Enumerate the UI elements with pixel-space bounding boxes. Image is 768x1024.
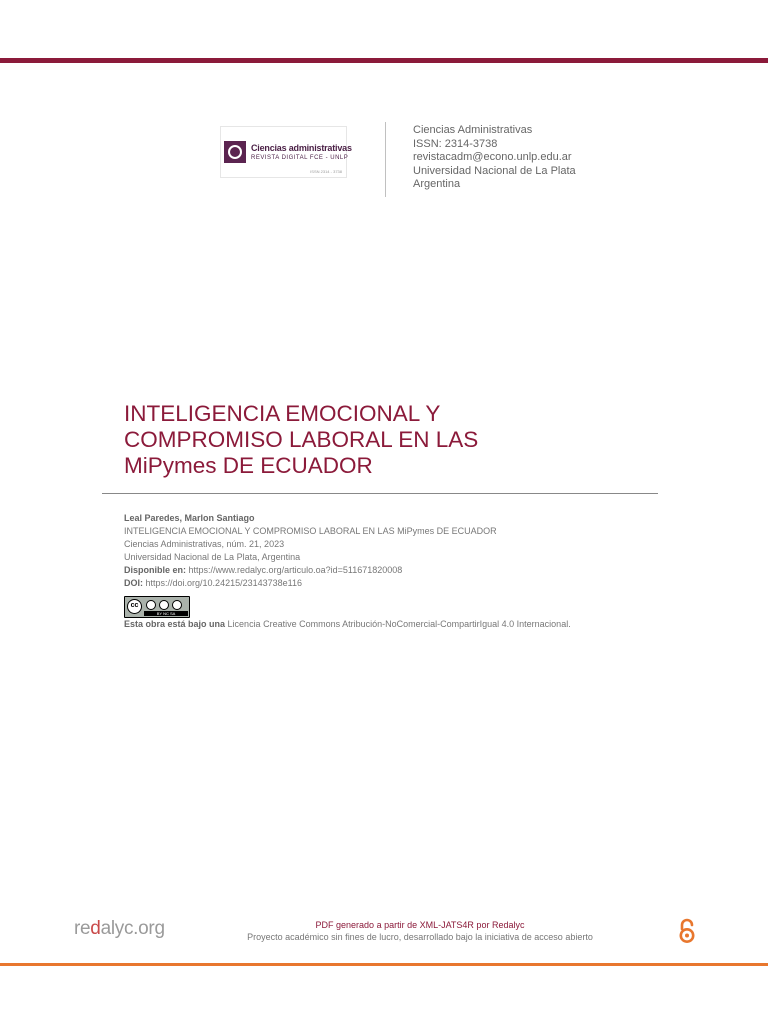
article-availability — [124, 564, 497, 577]
doi-label: DOI: — [124, 578, 143, 588]
article-title-line: COMPROMISO LABORAL EN LAS — [124, 427, 479, 452]
redalyc-logo-accent: d — [90, 918, 101, 939]
attribution-icon — [146, 600, 156, 610]
journal-name: Ciencias Administrativas — [413, 124, 533, 136]
article-source: Ciencias Administrativas, núm. 21, 2023 — [124, 539, 285, 549]
journal-issn: ISSN: 2314-3738 — [413, 137, 498, 150]
top-accent-bar — [0, 58, 768, 63]
sharealike-icon — [172, 600, 182, 610]
journal-logo-name: Ciencias administrativas — [251, 143, 352, 153]
article-title — [124, 401, 644, 479]
article-metadata — [124, 512, 497, 590]
journal-university: Universidad Nacional de La Plata — [413, 164, 576, 177]
journal-country: Argentina — [413, 178, 461, 190]
availability-label: Disponible en: — [124, 565, 187, 575]
article-doi — [124, 577, 497, 590]
title-rule — [102, 493, 658, 494]
license-statement — [124, 619, 571, 629]
noncommercial-icon — [159, 600, 169, 610]
journal-logo-subtitle: REVISTA DIGITAL FCE - UNLP — [251, 155, 349, 161]
redalyc-logo-part: re — [74, 918, 91, 939]
journal-logo-issn: ISSN 2314 - 3738 — [310, 169, 342, 174]
article-title-line: MiPymes DE ECUADOR — [124, 453, 373, 478]
creative-commons-badge[interactable] — [124, 596, 190, 618]
article-author: Leal Paredes, Marlon Santiago — [124, 513, 255, 523]
cc-badge-strip: BY NC SA — [144, 611, 188, 616]
license-prefix: Esta obra está bajo una — [124, 619, 226, 629]
open-access-icon — [677, 918, 697, 944]
article-title-line: INTELIGENCIA EMOCIONAL Y — [124, 401, 441, 426]
redalyc-logo[interactable] — [74, 918, 165, 940]
redalyc-logo-part: alyc. — [100, 918, 139, 939]
journal-logo — [220, 126, 352, 178]
article-institution: Universidad Nacional de La Plata, Argentina — [124, 552, 301, 562]
header-divider — [385, 122, 386, 197]
redalyc-logo-part: org — [138, 918, 165, 939]
journal-info — [413, 124, 576, 192]
availability-link[interactable]: https://www.redalyc.org/articulo.oa?id=511671820008 — [188, 565, 403, 575]
footer-text — [200, 919, 640, 943]
doi-link[interactable]: https://doi.org/10.24215/23143738e116 — [145, 578, 302, 588]
journal-email[interactable]: revistacadm@econo.unlp.edu.ar — [413, 151, 572, 163]
journal-logo-icon — [224, 141, 246, 163]
article-full-title: INTELIGENCIA EMOCIONAL Y COMPROMISO LABORAL EN LAS MiPymes DE ECUADOR — [124, 526, 497, 536]
license-link[interactable]: Licencia Creative Commons Atribución-NoComercial-CompartirIgual 4.0 Internacional. — [227, 619, 571, 629]
bottom-accent-bar — [0, 963, 768, 966]
cc-icon: cc — [127, 599, 142, 614]
footer-project-note: Proyecto académico sin fines de lucro, desarrollado bajo la iniciativa de acceso abierto — [247, 932, 593, 942]
footer-generated-by: PDF generado a partir de XML-JATS4R por Redalyc — [315, 920, 525, 930]
